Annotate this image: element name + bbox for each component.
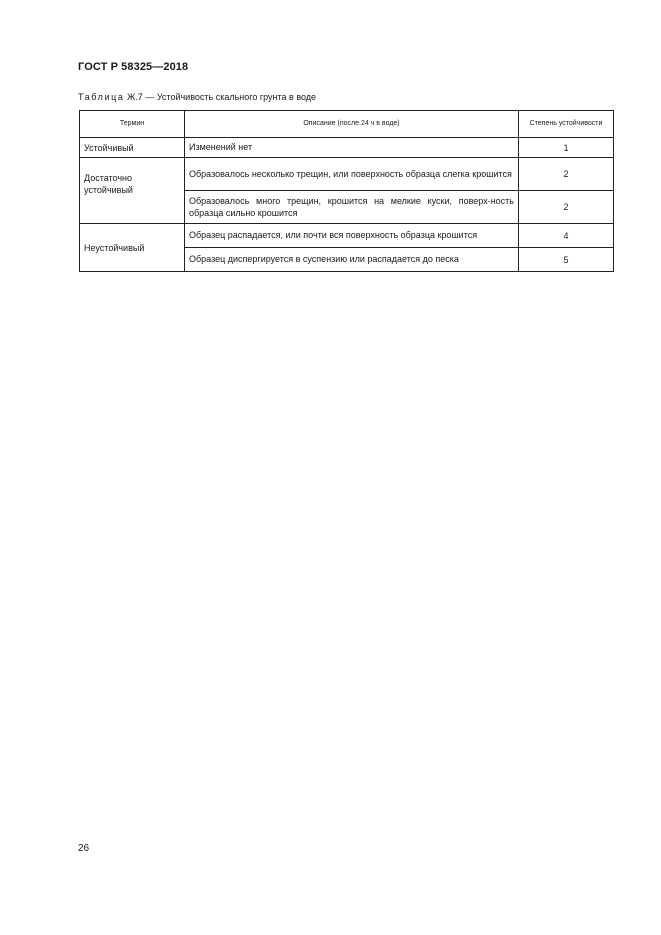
grade-cell: 2 [519,158,614,191]
description-cell: Образовалось несколько трещин, или поверхность образца слегка крошится [185,158,519,191]
page-number: 26 [78,843,90,854]
description-cell: Образец распадается, или почти вся поверхность образца крошится [185,224,519,248]
description-cell: Образовалось много трещин, крошится на мелкие куски, поверх-ность образца сильно крошится [185,191,519,224]
table-row [80,224,614,248]
rock-stability-table [79,110,614,272]
description-cell: Изменений нет [185,138,519,158]
table-caption [78,92,316,102]
document-code-header: ГОСТ Р 58325—2018 [78,61,189,73]
column-header-grade: Степень устойчивости [519,111,614,138]
grade-cell: 5 [519,248,614,272]
term-cell: Достаточно устойчивый [80,158,185,224]
table-caption-title: Ж.7 — Устойчивость скального грунта в воде [124,92,317,102]
grade-cell: 2 [519,191,614,224]
table-row [80,138,614,158]
table-caption-prefix: Таблица [78,92,125,102]
column-header-description: Описание (после 24 ч в воде) [185,111,519,138]
grade-cell: 4 [519,224,614,248]
term-cell: Устойчивый [80,138,185,158]
column-header-term: Термин [80,111,185,138]
description-cell: Образец диспергируется в суспензию или распадается до песка [185,248,519,272]
table-header-row [80,111,614,138]
grade-cell: 1 [519,138,614,158]
term-cell: Неустойчивый [80,224,185,272]
table-row [80,158,614,191]
